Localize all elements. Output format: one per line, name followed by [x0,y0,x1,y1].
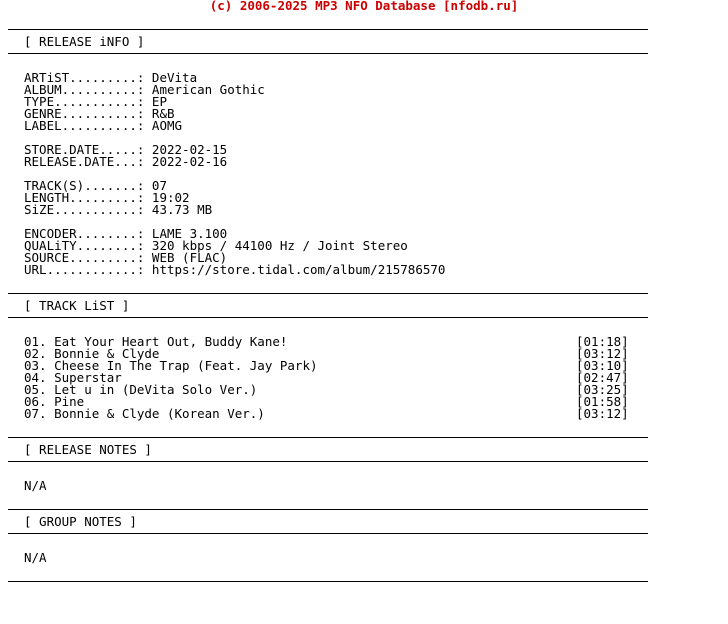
track-duration: [03:25] [576,382,629,397]
track-title: 02. Bonnie & Clyde [24,346,160,361]
info-url: URL............: https://store.tidal.com/album/215786570 [24,262,446,277]
info-release-date: RELEASE.DATE...: 2022-02-16 [24,154,228,169]
track-title: 04. Superstar [24,370,122,385]
section-title-release-notes: [ RELEASE NOTES ] [24,442,152,457]
divider [8,29,648,30]
track-duration: [03:12] [576,406,629,421]
info-source: SOURCE.........: WEB (FLAC) [24,250,228,265]
track-title: 05. Let u in (DeVita Solo Ver.) [24,382,258,397]
track-title: 03. Cheese In The Trap (Feat. Jay Park) [24,358,318,373]
divider [8,461,648,462]
info-artist: ARTiST.........: DeVita [24,70,198,85]
track-duration: [01:58] [576,394,629,409]
info-encoder: ENCODER........: LAME 3.100 [24,226,228,241]
info-size: SiZE...........: 43.73 MB [24,202,213,217]
section-title-release-info: [ RELEASE iNFO ] [24,34,145,49]
track-title: 01. Eat Your Heart Out, Buddy Kane! [24,334,288,349]
release-notes-text: N/A [24,478,47,493]
info-label: LABEL..........: AOMG [24,118,183,133]
track-duration: [02:47] [576,370,629,385]
info-quality: QUALiTY........: 320 kbps / 44100 Hz / Joint Stereo [24,238,408,253]
track-duration: [03:12] [576,346,629,361]
divider [8,533,648,534]
divider [8,437,648,438]
divider [8,317,648,318]
info-length: LENGTH.........: 19:02 [24,190,190,205]
info-album: ALBUM..........: American Gothic [24,82,265,97]
section-title-track-list: [ TRACK LiST ] [24,298,130,313]
info-tracks: TRACK(S).......: 07 [24,178,167,193]
divider [8,293,648,294]
track-duration: [03:10] [576,358,629,373]
info-type: TYPE...........: EP [24,94,167,109]
divider [8,581,648,582]
track-title: 07. Bonnie & Clyde (Korean Ver.) [24,406,265,421]
section-title-group-notes: [ GROUP NOTES ] [24,514,137,529]
track-duration: [01:18] [576,334,629,349]
divider [8,509,648,510]
group-notes-text: N/A [24,550,47,565]
info-store-date: STORE.DATE.....: 2022-02-15 [24,142,228,157]
site-header: (c) 2006-2025 MP3 NFO Database [nfodb.ru] [209,0,519,13]
track-title: 06. Pine [24,394,85,409]
info-genre: GENRE..........: R&B [24,106,175,121]
divider [8,53,648,54]
